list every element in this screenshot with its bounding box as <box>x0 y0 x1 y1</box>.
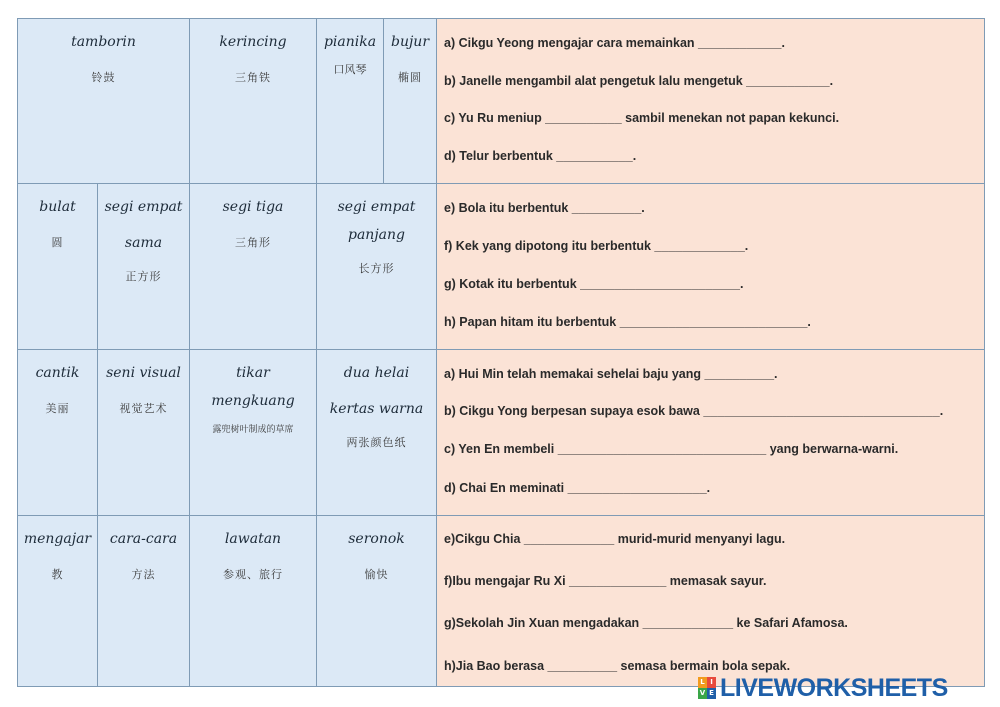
word-bank <box>17 184 437 350</box>
question: g) Kotak itu berbentuk _______________________. <box>444 277 744 291</box>
table-row <box>17 515 985 687</box>
logo-mark-icon <box>698 677 716 699</box>
chinese-translation: 愉快 <box>364 568 389 581</box>
chinese-translation: 圆 <box>51 236 64 249</box>
word-cell <box>17 350 98 516</box>
question: b) Janelle mengambil alat pengetuk lalu mengetuk ____________. <box>444 74 834 88</box>
word-bank <box>17 516 437 686</box>
question: c) Yu Ru meniup ___________ sambil menekan not papan kekunci. <box>444 111 840 125</box>
table-row <box>17 183 985 350</box>
question-panel <box>437 350 985 516</box>
malay-word: cantik <box>35 365 80 381</box>
question: h)Jia Bao berasa __________ semasa bermain bola sepak. <box>444 659 791 673</box>
word-cell <box>384 19 437 184</box>
liveworksheets-logo <box>698 675 948 701</box>
malay-word: panjang <box>348 227 405 243</box>
word-cell <box>190 19 317 184</box>
question: f) Kek yang dipotong itu berbentuk _____________. <box>444 239 749 253</box>
malay-word: seni visual <box>106 365 181 381</box>
question-panel <box>437 19 985 184</box>
logo-mark-letter: V <box>699 689 706 697</box>
question-panel <box>437 516 985 686</box>
chinese-translation: 椭圆 <box>398 71 422 84</box>
word-cell <box>98 516 190 686</box>
malay-word: kertas warna <box>329 401 424 417</box>
malay-word: bujur <box>390 34 430 50</box>
question: a) Hui Min telah memakai sehelai baju yang __________. <box>444 367 778 381</box>
word-cell <box>317 350 437 516</box>
malay-word: segi tiga <box>222 199 284 215</box>
chinese-translation: 铃鼓 <box>91 71 116 84</box>
malay-word: tamborin <box>71 34 136 50</box>
word-cell <box>98 184 190 350</box>
word-cell <box>317 19 384 184</box>
chinese-translation: 正方形 <box>125 270 162 283</box>
question: f)Ibu mengajar Ru Xi ______________ memasak sayur. <box>444 574 767 588</box>
table-row <box>17 18 985 184</box>
malay-word: cara-cara <box>109 531 178 547</box>
chinese-translation: 参观、旅行 <box>223 568 283 581</box>
question: b) Cikgu Yong berpesan supaya esok bawa __________________________________. <box>444 404 944 418</box>
chinese-translation: 视觉艺术 <box>119 402 168 415</box>
question: d) Telur berbentuk ___________. <box>444 149 637 163</box>
table-row <box>17 349 985 516</box>
malay-word: bulat <box>39 199 76 215</box>
malay-word: tikar <box>236 365 270 381</box>
question: g)Sekolah Jin Xuan mengadakan _____________ ke Safari Afamosa. <box>444 616 848 630</box>
malay-word: mengkuang <box>211 393 295 409</box>
chinese-translation: 美丽 <box>45 402 70 415</box>
word-cell <box>17 19 190 184</box>
word-cell <box>17 184 98 350</box>
malay-word: kerincing <box>219 34 287 50</box>
logo-text: LIVEWORKSHEETS <box>720 673 948 702</box>
malay-word: segi empat <box>337 199 416 215</box>
question: e) Bola itu berbentuk __________. <box>444 201 645 215</box>
word-bank <box>17 350 437 516</box>
chinese-translation: 长方形 <box>358 262 395 275</box>
word-cell <box>98 350 190 516</box>
malay-word: sama <box>124 235 163 251</box>
question: e)Cikgu Chia _____________ murid-murid menyanyi lagu. <box>444 532 786 546</box>
malay-word: pianika <box>323 34 377 50</box>
malay-word: lawatan <box>224 531 282 547</box>
word-cell <box>190 350 317 516</box>
logo-mark-letter: E <box>707 688 716 699</box>
word-cell <box>317 516 437 686</box>
question: h) Papan hitam itu berbentuk ___________________________. <box>444 315 811 329</box>
word-cell <box>190 184 317 350</box>
chinese-translation: 教 <box>51 568 64 581</box>
malay-word: segi empat <box>104 199 183 215</box>
chinese-translation: 两张颜色纸 <box>346 436 407 449</box>
chinese-translation: 口风琴 <box>333 63 367 76</box>
logo-mark-letter: I <box>707 677 716 688</box>
chinese-translation: 露兜树叶制成的草席 <box>212 425 294 435</box>
word-cell <box>317 184 437 350</box>
question: c) Yen En membeli ______________________________ yang berwarna-warni. <box>444 442 899 456</box>
malay-word: mengajar <box>23 531 92 547</box>
chinese-translation: 三角形 <box>235 236 271 249</box>
chinese-translation: 方法 <box>131 568 156 581</box>
logo-mark-letter: L <box>698 677 707 688</box>
question: a) Cikgu Yeong mengajar cara memainkan ____________. <box>444 36 785 50</box>
question-panel <box>437 184 985 350</box>
word-bank <box>17 19 437 184</box>
question: d) Chai En meminati ____________________. <box>444 481 711 495</box>
malay-word: dua helai <box>343 365 410 381</box>
chinese-translation: 三角铁 <box>235 71 271 84</box>
word-cell <box>17 516 98 686</box>
malay-word: seronok <box>348 531 405 547</box>
word-cell <box>190 516 317 686</box>
